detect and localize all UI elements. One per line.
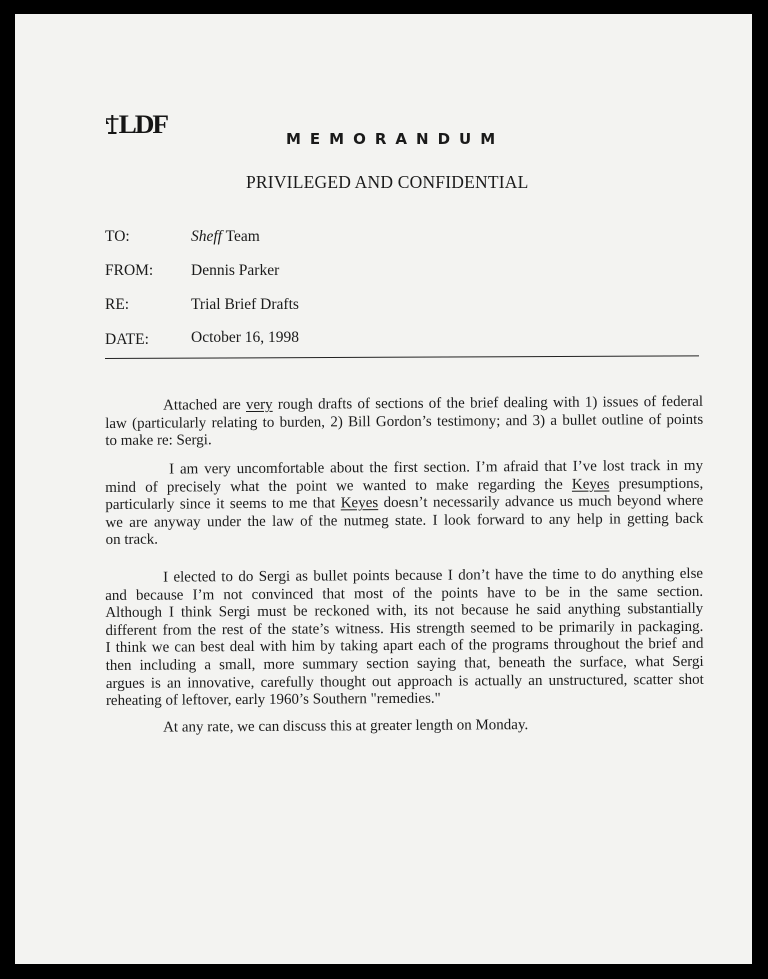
confidentiality-heading: PRIVILEGED AND CONFIDENTIAL: [246, 172, 529, 192]
re-value: Trial Brief Drafts: [191, 296, 299, 313]
p3-line-7: argues is an innovative, carefully thought out approach is actually an unstructured, scatter shot: [105, 671, 704, 692]
p1-line-2: law (particularly relating to burden, 2) Bill Gordon’s testimony; and 3) a bullet outline of points: [105, 411, 704, 432]
re-label: RE:: [105, 296, 130, 313]
logo-text: LDF: [118, 110, 167, 139]
p3-line-3: Although I think Sergi must be reckoned with, its not because he said anything substantially: [105, 601, 704, 622]
p2-line-3-a: particularly since it seems to me that: [105, 495, 341, 514]
p3-line-5: I think we can best deal with him by taking apart each of the programs throughout the brief and: [105, 636, 704, 657]
p2-line-2-b: presumptions,: [609, 475, 704, 493]
p2-line-3-b: doesn’t necessarily advance us much beyond where: [378, 493, 704, 512]
p2-line-2-a: mind of precisely what the point we wanted to make regarding the: [105, 476, 572, 496]
p3-line-8: reheating of leftover, early 1960’s Southern "remedies.": [105, 690, 441, 710]
memo-page: [15, 14, 752, 964]
p2-line-5: on track.: [105, 532, 159, 549]
p4-line-1: At any rate, we can discuss this at greater length on Monday.: [162, 717, 529, 736]
p2-underlined-keyes-1: Keyes: [571, 476, 610, 493]
scales-of-justice-icon: [106, 113, 119, 135]
p2-line-1: I am very uncomfortable about the first section. I’m afraid that I’ve lost track in my: [168, 457, 704, 478]
memo-title: MEMORANDUM: [286, 130, 505, 148]
paragraph-3: [105, 566, 704, 711]
date-value: October 16, 1998: [191, 329, 300, 346]
date-label: DATE:: [105, 331, 149, 348]
to-value: [191, 228, 260, 246]
p2-line-4: we are anyway under the law of the nutmeg state. I look forward to any help in getting back: [105, 510, 704, 531]
p1-underlined-very: very: [245, 396, 273, 414]
paragraph-1: [105, 394, 703, 451]
p1-line-3: to make re: Sergi.: [105, 432, 212, 450]
to-value-rest: Team: [222, 228, 260, 245]
p3-line-6: then including a small, more summary section saying that, beneath the surface, what Sergi: [105, 653, 704, 674]
p3-line-4: different from the rest of the state’s witness. His strength seemed to be primarily in packaging.: [105, 618, 704, 639]
from-label: FROM:: [105, 262, 154, 279]
paragraph-2: [105, 458, 704, 550]
paragraph-4: [105, 716, 703, 738]
header-divider: [105, 355, 699, 359]
from-value: Dennis Parker: [191, 262, 280, 279]
p3-line-1: I elected to do Sergi as bullet points because I don’t have the time to do anything else: [162, 565, 704, 586]
p1-line-1-b: rough drafts of sections of the brief dealing with 1) issues of federal: [272, 393, 704, 413]
to-label: TO:: [105, 228, 130, 245]
p1-line-1-a: Attached are: [162, 397, 247, 414]
p2-underlined-keyes-2: Keyes: [340, 495, 379, 512]
p3-line-2: and because I’m not convinced that most of the points have to be in the same section.: [105, 583, 704, 604]
ldf-logo: [106, 110, 167, 140]
to-value-italic: Sheff: [191, 228, 222, 245]
